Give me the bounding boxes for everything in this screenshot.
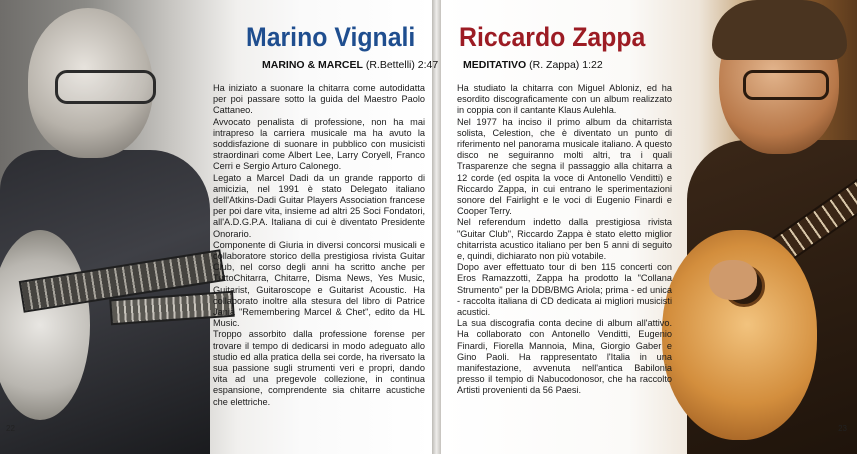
bio-paragraph: Avvocato penalista di professione, non ha mai intrapreso la carriera musicale ma ha avuto la soddisfazione di suonare in pubblico con musicisti straordinari come Albert Lee, Larry Coryell, Franco Cerri e Sergio Arturo Calonego. xyxy=(213,116,425,172)
track-credit-left: (R.Bettelli) 2:47 xyxy=(365,59,439,71)
bio-paragraph: Nel referendum indetto dalla prestigiosa rivista "Guitar Club", Riccardo Zappa è stato eletto miglior chitarrista acustico italiano per ben 5 anni di seguito e, quindi, dichiarato non più votabile. xyxy=(457,217,672,262)
hand-shape xyxy=(709,260,757,300)
bio-left xyxy=(213,83,425,408)
track-line-right xyxy=(463,59,603,71)
bio-paragraph: Nel 1977 ha inciso il primo album da chitarrista solista, Celestion, che è diventato un punto di riferimento nel panorama musicale italiano. A questo disco ne seguiranno molti altri, tra i quali Trasparenze che segna il passaggio alla chitarra a 12 corde (ed ospita la voce di Antonello Venditti) e Riccardo Zappa, in cui entrano le sperimentazioni sonore del Fairlight e le voci di Eugenio Finardi e Cooper Terry. xyxy=(457,116,672,217)
track-title-left: MARINO & MARCEL xyxy=(262,59,363,71)
bio-paragraph: Ha studiato la chitarra con Miguel Abloniz, ed ha esordito discograficamente con un album realizzato in coppia con il cantante Klaus Aulehla. xyxy=(457,83,672,116)
guitarist-photo-left xyxy=(0,0,230,454)
glasses-shape xyxy=(743,70,829,100)
page-number-right: 23 xyxy=(838,424,847,433)
bio-paragraph: Dopo aver effettuato tour di ben 115 concerti con Eros Ramazzotti, Zappa ha prodotto la "Collana Strumento" per la DDB/BMG Ariola; prima - ed unica - raccolta italiana di CD dedicata ai migliori musicisti acustici. xyxy=(457,262,672,318)
bio-paragraph: Troppo assorbito dalla professione forense per trovare il tempo di dedicarsi in modo adeguato allo studio ed alla pratica della sei corde, ha riversato la sua passione sugli strumenti veri e propri, dando vita ad una pregevole collezione, in continua espansione, comprendente sia chitarre acustiche che elettriche. xyxy=(213,329,425,407)
artist-title-left: Marino Vignali xyxy=(246,22,416,52)
guitarist-photo-right xyxy=(657,0,857,454)
bio-right xyxy=(457,83,672,397)
page-number-left: 22 xyxy=(6,424,15,433)
hair-shape xyxy=(712,0,847,60)
bio-paragraph: Legato a Marcel Dadi da un grande rapporto di amicizia, nel 1991 è stato Delegato italiano dell'Atkins-Dadi Guitar Players Association francese per poi dare vita, insieme ad altri 25 Soci Fondatori, all'A.D.G.P.A. Italiana di cui è diventato Presidente Onorario. xyxy=(213,172,425,239)
bio-paragraph: Ha iniziato a suonare la chitarra come autodidatta per poi passare sotto la guida del Maestro Paolo Cattaneo. xyxy=(213,83,425,116)
track-line-left xyxy=(262,59,438,71)
bio-paragraph: La sua discografia conta decine di album all'attivo. Ha collaborato con Antonello Venditti, Eugenio Finardi, Fiorella Mannoia, Mina, Giorgio Gaber e Gino Paoli. Ha rappresentato l'Italia in una manifestazione, avvenuta nell'antica Babilonia presso il tempio di Nabucodonosor, che ha raccolto Artisti provenienti da 56 Paesi. xyxy=(457,318,672,396)
track-credit-right: (R. Zappa) 1:22 xyxy=(529,59,603,71)
glasses-shape xyxy=(55,70,156,104)
track-title-right: MEDITATIVO xyxy=(463,59,527,71)
artist-title-right: Riccardo Zappa xyxy=(459,22,646,52)
bio-paragraph: Componente di Giuria in diversi concorsi musicali e collaboratore storico della prestigiosa rivista Guitar Club, nel corso degli anni ha scritto anche per TuttoChitarra, Chitarre, Disma News, Yes Music, Guitarist, Guitaroscope e Guitarist Acoustic. Ha collaborato inoltre alla stesura del libro di Patrice Jania "Remembering Marcel & Chet", edito da HL Music. xyxy=(213,239,425,329)
